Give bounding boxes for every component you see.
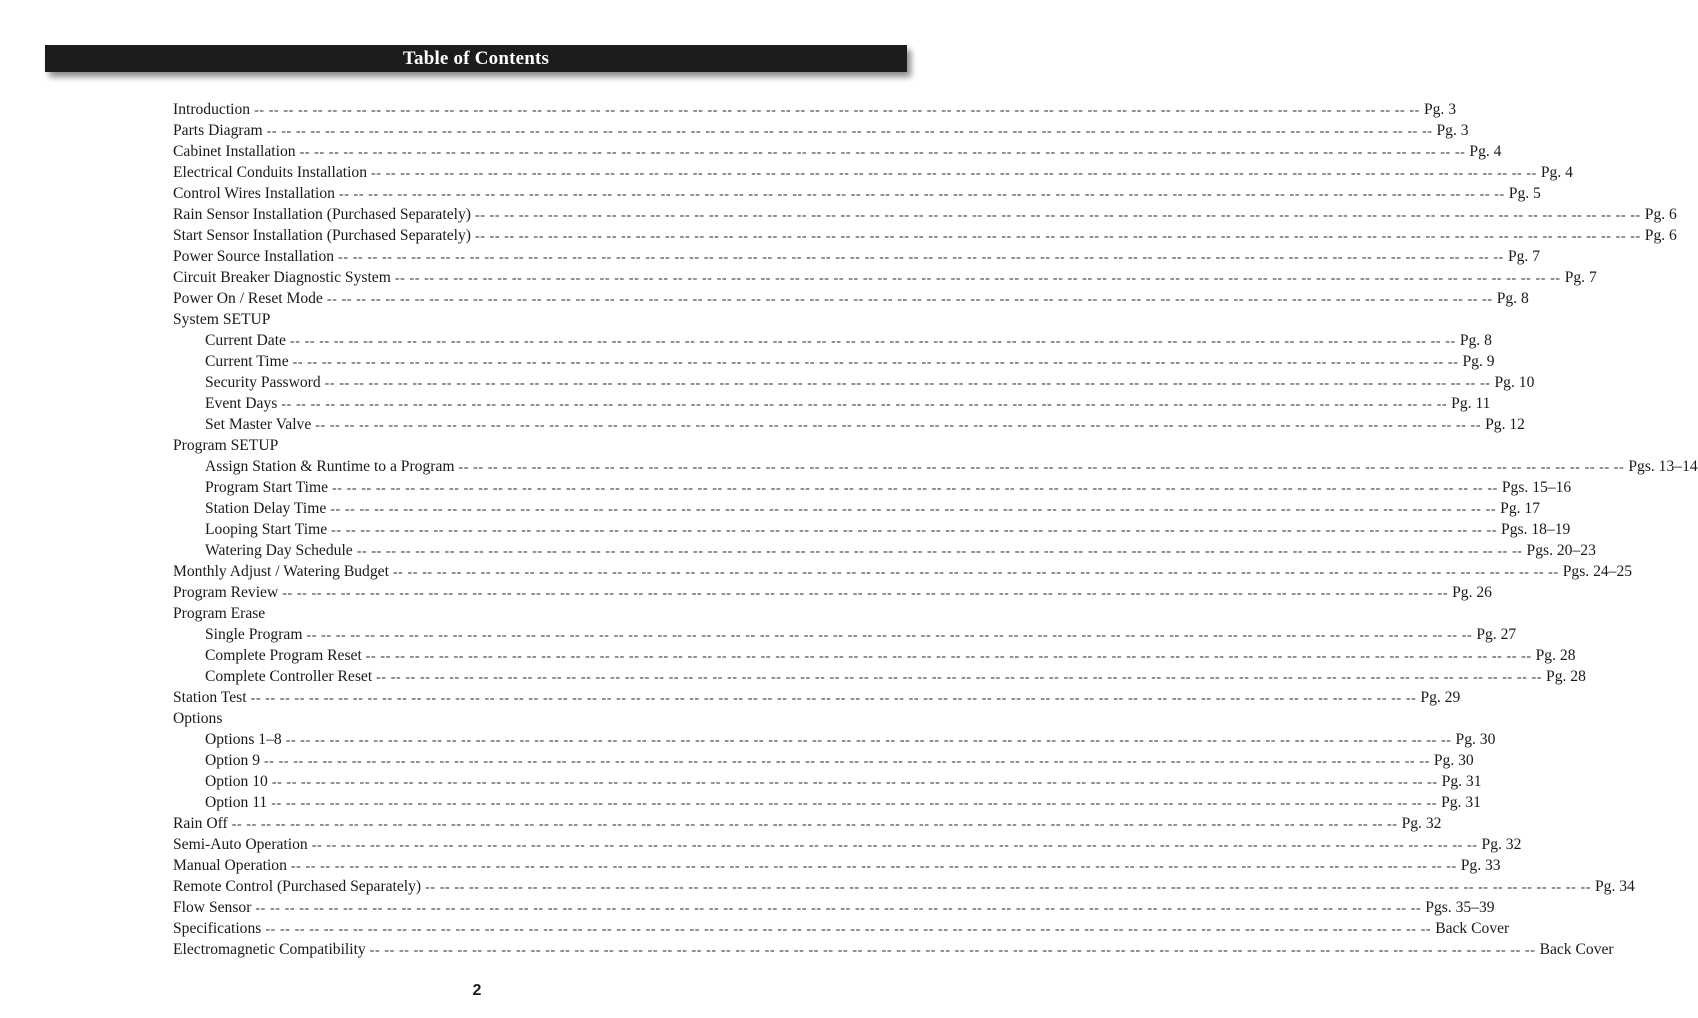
- toc-entry-label: Remote Control (Purchased Separately): [173, 878, 422, 895]
- dash-leader: -- -- -- -- -- -- -- -- -- -- -- -- -- -- -- -- -- -- -- -- -- -- -- -- -- -- -- -- -- -- -- -- -- -- -- -- -- -- -- -- -- -- -- -- -- -- -- -- -- -- -- -- -- -- -- -- -- -- -- -- -- -- -- -- -- -- -- -- -- -- -- -- -- -- -- -- -- -- -- --: [281, 397, 1448, 412]
- toc-entry-label: Set Master Valve: [205, 416, 312, 433]
- dash-leader: -- -- -- -- -- -- -- -- -- -- -- -- -- -- -- -- -- -- -- -- -- -- -- -- -- -- -- -- -- -- -- -- -- -- -- -- -- -- -- -- -- -- -- -- -- -- -- -- -- -- -- -- -- -- -- -- -- -- -- -- -- -- -- -- -- -- -- -- -- -- -- -- -- -- -- -- -- -- -- --: [271, 775, 1438, 790]
- page-number: 2: [472, 982, 482, 999]
- toc-entry-page: Pg. 30: [1433, 752, 1474, 769]
- dash-leader: -- -- -- -- -- -- -- -- -- -- -- -- -- -- -- -- -- -- -- -- -- -- -- -- -- -- -- -- -- -- -- -- -- -- -- -- -- -- -- -- -- -- -- -- -- -- -- -- -- -- -- -- -- -- -- -- -- -- -- -- -- -- -- -- -- -- -- -- -- -- -- -- -- -- -- -- -- -- -- --: [255, 901, 1422, 916]
- toc-entry: [173, 120, 1469, 141]
- dash-leader: -- -- -- -- -- -- -- -- -- -- -- -- -- -- -- -- -- -- -- -- -- -- -- -- -- -- -- -- -- -- -- -- -- -- -- -- -- -- -- -- -- -- -- -- -- -- -- -- -- -- -- -- -- -- -- -- -- -- -- -- -- -- -- -- -- -- -- -- -- -- -- -- -- -- -- -- -- -- -- --: [299, 145, 1466, 160]
- dash-leader: -- -- -- -- -- -- -- -- -- -- -- -- -- -- -- -- -- -- -- -- -- -- -- -- -- -- -- -- -- -- -- -- -- -- -- -- -- -- -- -- -- -- -- -- -- -- -- -- -- -- -- -- -- -- -- -- -- -- -- -- -- -- -- -- -- -- -- -- -- -- -- -- -- -- -- -- -- -- -- --: [331, 523, 1498, 538]
- toc-entry: [173, 855, 1501, 876]
- toc-subentry: [173, 750, 1474, 771]
- toc-entry-page: Pg. 31: [1441, 794, 1481, 811]
- toc-entry-page: Pg. 30: [1455, 731, 1496, 748]
- toc-entry: [173, 288, 1529, 309]
- toc-entry-label: Rain Sensor Installation (Purchased Separately): [173, 206, 471, 223]
- toc-entry-page: Pgs. 24–25: [1562, 563, 1633, 580]
- toc-subentry: [173, 330, 1492, 351]
- toc-entry-label: Flow Sensor: [173, 899, 252, 916]
- toc-entry-label: Single Program: [205, 626, 303, 643]
- toc-subentry: [173, 645, 1576, 666]
- dash-leader: -- -- -- -- -- -- -- -- -- -- -- -- -- -- -- -- -- -- -- -- -- -- -- -- -- -- -- -- -- -- -- -- -- -- -- -- -- -- -- -- -- -- -- -- -- -- -- -- -- -- -- -- -- -- -- -- -- -- -- -- -- -- -- -- -- -- -- -- -- -- -- -- -- -- -- -- -- -- -- --: [338, 187, 1505, 202]
- dash-leader: -- -- -- -- -- -- -- -- -- -- -- -- -- -- -- -- -- -- -- -- -- -- -- -- -- -- -- -- -- -- -- -- -- -- -- -- -- -- -- -- -- -- -- -- -- -- -- -- -- -- -- -- -- -- -- -- -- -- -- -- -- -- -- -- -- -- -- -- -- -- -- -- -- -- -- -- -- -- -- --: [458, 460, 1625, 475]
- toc-entry-label: Introduction: [173, 101, 251, 118]
- toc-entry-page: Pg. 10: [1494, 374, 1535, 391]
- toc-entry: [173, 582, 1492, 603]
- toc-entry-page: Pgs. 35–39: [1425, 899, 1495, 916]
- dash-leader: -- -- -- -- -- -- -- -- -- -- -- -- -- -- -- -- -- -- -- -- -- -- -- -- -- -- -- -- -- -- -- -- -- -- -- -- -- -- -- -- -- -- -- -- -- -- -- -- -- -- -- -- -- -- -- -- -- -- -- -- -- -- -- -- -- -- -- -- -- -- -- -- -- -- -- -- -- -- -- --: [271, 796, 1438, 811]
- dash-leader: -- -- -- -- -- -- -- -- -- -- -- -- -- -- -- -- -- -- -- -- -- -- -- -- -- -- -- -- -- -- -- -- -- -- -- -- -- -- -- -- -- -- -- -- -- -- -- -- -- -- -- -- -- -- -- -- -- -- -- -- -- -- -- -- -- -- -- -- -- -- -- -- -- -- -- -- -- -- -- --: [292, 355, 1459, 370]
- dash-leader: -- -- -- -- -- -- -- -- -- -- -- -- -- -- -- -- -- -- -- -- -- -- -- -- -- -- -- -- -- -- -- -- -- -- -- -- -- -- -- -- -- -- -- -- -- -- -- -- -- -- -- -- -- -- -- -- -- -- -- -- -- -- -- -- -- -- -- -- -- -- -- -- -- -- -- -- -- -- -- --: [282, 586, 1449, 601]
- toc-entry-label: Parts Diagram: [173, 122, 263, 139]
- toc-subentry: [173, 624, 1517, 645]
- toc-entry: [173, 813, 1442, 834]
- toc-entry-page: Pg. 8: [1496, 290, 1529, 307]
- toc-entry-page: Back Cover: [1435, 920, 1510, 937]
- toc-entry-label: Station Delay Time: [205, 500, 327, 517]
- toc-entry-label: Specifications: [173, 920, 262, 937]
- toc-entry-page: Pg. 6: [1644, 227, 1677, 244]
- table-of-contents: [173, 99, 1698, 960]
- dash-leader: -- -- -- -- -- -- -- -- -- -- -- -- -- -- -- -- -- -- -- -- -- -- -- -- -- -- -- -- -- -- -- -- -- -- -- -- -- -- -- -- -- -- -- -- -- -- -- -- -- -- -- -- -- -- -- -- -- -- -- -- -- -- -- -- -- -- -- -- -- -- -- -- -- -- -- -- -- -- -- --: [250, 691, 1417, 706]
- toc-entry: [173, 183, 1541, 204]
- toc-entry-label: System SETUP: [173, 311, 271, 328]
- toc-entry: [173, 561, 1633, 582]
- toc-entry-page: Pg. 28: [1535, 647, 1576, 664]
- toc-entry-label: Options: [173, 710, 223, 727]
- title-bar: [45, 45, 907, 72]
- dash-leader: -- -- -- -- -- -- -- -- -- -- -- -- -- -- -- -- -- -- -- -- -- -- -- -- -- -- -- -- -- -- -- -- -- -- -- -- -- -- -- -- -- -- -- -- -- -- -- -- -- -- -- -- -- -- -- -- -- -- -- -- -- -- -- -- -- -- -- -- -- -- -- -- -- -- -- -- -- -- -- --: [338, 250, 1504, 265]
- dash-leader: -- -- -- -- -- -- -- -- -- -- -- -- -- -- -- -- -- -- -- -- -- -- -- -- -- -- -- -- -- -- -- -- -- -- -- -- -- -- -- -- -- -- -- -- -- -- -- -- -- -- -- -- -- -- -- -- -- -- -- -- -- -- -- -- -- -- -- -- -- -- -- -- -- -- -- -- -- -- -- --: [254, 103, 1420, 118]
- toc-subentry: [173, 456, 1698, 477]
- toc-entry-page: Pg. 31: [1441, 773, 1482, 790]
- toc-entry-label: Option 9: [205, 752, 261, 769]
- toc-entry-page: Pg. 7: [1507, 248, 1541, 265]
- toc-entry-page: Pg. 32: [1481, 836, 1522, 853]
- toc-entry-page: Pg. 17: [1500, 500, 1541, 517]
- toc-entry-label: Event Days: [205, 395, 278, 412]
- toc-entry-page: Pg. 7: [1564, 269, 1597, 286]
- toc-entry-page: Pgs. 15–16: [1501, 479, 1572, 496]
- toc-entry: [173, 204, 1677, 225]
- toc-entry: [173, 309, 746, 330]
- toc-subentry: [173, 498, 1541, 519]
- toc-entry-page: Pg. 5: [1508, 185, 1541, 202]
- toc-entry: [173, 918, 1510, 939]
- dash-leader: -- -- -- -- -- -- -- -- -- -- -- -- -- -- -- -- -- -- -- -- -- -- -- -- -- -- -- -- -- -- -- -- -- -- -- -- -- -- -- -- -- -- -- -- -- -- -- -- -- -- -- -- -- -- -- -- -- -- -- -- -- -- -- -- -- -- -- -- -- -- -- -- -- -- -- -- -- -- -- --: [266, 124, 1433, 139]
- toc-entry-label: Option 10: [205, 773, 268, 790]
- dash-leader: -- -- -- -- -- -- -- -- -- -- -- -- -- -- -- -- -- -- -- -- -- -- -- -- -- -- -- -- -- -- -- -- -- -- -- -- -- -- -- -- -- -- -- -- -- -- -- -- -- -- -- -- -- -- -- -- -- -- -- -- -- -- -- -- -- -- -- -- -- -- -- -- -- -- -- -- -- -- -- --: [324, 376, 1491, 391]
- dash-leader: -- -- -- -- -- -- -- -- -- -- -- -- -- -- -- -- -- -- -- -- -- -- -- -- -- -- -- -- -- -- -- -- -- -- -- -- -- -- -- -- -- -- -- -- -- -- -- -- -- -- -- -- -- -- -- -- -- -- -- -- -- -- -- -- -- -- -- -- -- -- -- -- -- -- -- -- -- -- -- --: [285, 733, 1452, 748]
- toc-entry-page: Pgs. 20–23: [1526, 542, 1596, 559]
- toc-entry: [173, 687, 1461, 708]
- dash-leader: -- -- -- -- -- -- -- -- -- -- -- -- -- -- -- -- -- -- -- -- -- -- -- -- -- -- -- -- -- -- -- -- -- -- -- -- -- -- -- -- -- -- -- -- -- -- -- -- -- -- -- -- -- -- -- -- -- -- -- -- -- -- -- -- -- -- -- -- -- -- -- -- -- -- -- -- -- -- -- --: [290, 859, 1457, 874]
- dash-leader: -- -- -- -- -- -- -- -- -- -- -- -- -- -- -- -- -- -- -- -- -- -- -- -- -- -- -- -- -- -- -- -- -- -- -- -- -- -- -- -- -- -- -- -- -- -- -- -- -- -- -- -- -- -- -- -- -- -- -- -- -- -- -- -- -- -- -- -- -- -- -- -- -- -- -- -- -- -- -- --: [265, 922, 1432, 937]
- toc-entry-page: Pg. 34: [1594, 878, 1635, 895]
- toc-entry-page: Pg. 32: [1401, 815, 1442, 832]
- toc-entry-label: Power On / Reset Mode: [173, 290, 323, 307]
- toc-entry: [173, 897, 1495, 918]
- toc-entry-page: Pg. 11: [1451, 395, 1491, 412]
- dash-leader: -- -- -- -- -- -- -- -- -- -- -- -- -- -- -- -- -- -- -- -- -- -- -- -- -- -- -- -- -- -- -- -- -- -- -- -- -- -- -- -- -- -- -- -- -- -- -- -- -- -- -- -- -- -- -- -- -- -- -- -- -- -- -- -- -- -- -- -- -- -- -- -- -- -- -- -- -- -- -- --: [332, 481, 1498, 496]
- toc-entry-label: Semi-Auto Operation: [173, 836, 308, 853]
- toc-entry-label: Program Erase: [173, 605, 266, 622]
- toc-entry-label: Electrical Conduits Installation: [173, 164, 368, 181]
- toc-entry-label: Circuit Breaker Diagnostic System: [173, 269, 391, 286]
- dash-leader: -- -- -- -- -- -- -- -- -- -- -- -- -- -- -- -- -- -- -- -- -- -- -- -- -- -- -- -- -- -- -- -- -- -- -- -- -- -- -- -- -- -- -- -- -- -- -- -- -- -- -- -- -- -- -- -- -- -- -- -- -- -- -- -- -- -- -- -- -- -- -- -- -- -- -- -- -- -- -- --: [376, 670, 1543, 685]
- dash-leader: -- -- -- -- -- -- -- -- -- -- -- -- -- -- -- -- -- -- -- -- -- -- -- -- -- -- -- -- -- -- -- -- -- -- -- -- -- -- -- -- -- -- -- -- -- -- -- -- -- -- -- -- -- -- -- -- -- -- -- -- -- -- -- -- -- -- -- -- -- -- -- -- -- -- -- -- -- -- -- --: [231, 817, 1398, 832]
- toc-entry-page: Pg. 26: [1452, 584, 1492, 601]
- toc-entry-page: Pg. 9: [1462, 353, 1495, 370]
- toc-entry-label: Complete Controller Reset: [205, 668, 373, 685]
- toc-subentry: [173, 351, 1495, 372]
- toc-entry-label: Control Wires Installation: [173, 185, 335, 202]
- toc-entry-page: Pg. 4: [1469, 143, 1502, 160]
- toc-subentry: [173, 792, 1481, 813]
- toc-entry-page: Pg. 12: [1485, 416, 1525, 433]
- page-title: Table of Contents: [402, 47, 550, 69]
- dash-leader: -- -- -- -- -- -- -- -- -- -- -- -- -- -- -- -- -- -- -- -- -- -- -- -- -- -- -- -- -- -- -- -- -- -- -- -- -- -- -- -- -- -- -- -- -- -- -- -- -- -- -- -- -- -- -- -- -- -- -- -- -- -- -- -- -- -- -- -- -- -- -- -- -- -- -- -- -- -- -- --: [356, 544, 1523, 559]
- toc-entry: [173, 708, 746, 729]
- dash-leader: -- -- -- -- -- -- -- -- -- -- -- -- -- -- -- -- -- -- -- -- -- -- -- -- -- -- -- -- -- -- -- -- -- -- -- -- -- -- -- -- -- -- -- -- -- -- -- -- -- -- -- -- -- -- -- -- -- -- -- -- -- -- -- -- -- -- -- -- -- -- -- -- -- -- -- -- -- -- -- --: [369, 943, 1536, 958]
- toc-subentry: [173, 729, 1496, 750]
- toc-subentry: [173, 519, 1571, 540]
- toc-subentry: [173, 414, 1525, 435]
- toc-entry-label: Program Review: [173, 584, 279, 601]
- toc-entry-label: Options 1–8: [205, 731, 282, 748]
- toc-subentry: [173, 372, 1535, 393]
- toc-entry: [173, 603, 746, 624]
- dash-leader: -- -- -- -- -- -- -- -- -- -- -- -- -- -- -- -- -- -- -- -- -- -- -- -- -- -- -- -- -- -- -- -- -- -- -- -- -- -- -- -- -- -- -- -- -- -- -- -- -- -- -- -- -- -- -- -- -- -- -- -- -- -- -- -- -- -- -- -- -- -- -- -- -- -- -- -- -- -- -- --: [474, 229, 1641, 244]
- toc-entry: [173, 246, 1541, 267]
- toc-entry-page: Pgs. 13–14: [1628, 458, 1698, 475]
- toc-entry-page: Pg. 3: [1436, 122, 1469, 139]
- toc-entry-label: Electromagnetic Compatibility: [173, 941, 366, 958]
- toc-entry: [173, 162, 1573, 183]
- dash-leader: -- -- -- -- -- -- -- -- -- -- -- -- -- -- -- -- -- -- -- -- -- -- -- -- -- -- -- -- -- -- -- -- -- -- -- -- -- -- -- -- -- -- -- -- -- -- -- -- -- -- -- -- -- -- -- -- -- -- -- -- -- -- -- -- -- -- -- -- -- -- -- -- -- -- -- -- -- -- -- --: [474, 208, 1641, 223]
- dash-leader: -- -- -- -- -- -- -- -- -- -- -- -- -- -- -- -- -- -- -- -- -- -- -- -- -- -- -- -- -- -- -- -- -- -- -- -- -- -- -- -- -- -- -- -- -- -- -- -- -- -- -- -- -- -- -- -- -- -- -- -- -- -- -- -- -- -- -- -- -- -- -- -- -- -- -- -- -- -- -- --: [394, 271, 1561, 286]
- toc-entry-page: Pg. 6: [1644, 206, 1677, 223]
- toc-entry-label: Program Start Time: [205, 479, 329, 496]
- toc-subentry: [173, 477, 1572, 498]
- toc-entry: [173, 225, 1677, 246]
- toc-entry-label: Station Test: [173, 689, 247, 706]
- toc-entry: [173, 435, 746, 456]
- toc-entry-label: Option 11: [205, 794, 268, 811]
- toc-entry-page: Pg. 29: [1420, 689, 1461, 706]
- dash-leader: -- -- -- -- -- -- -- -- -- -- -- -- -- -- -- -- -- -- -- -- -- -- -- -- -- -- -- -- -- -- -- -- -- -- -- -- -- -- -- -- -- -- -- -- -- -- -- -- -- -- -- -- -- -- -- -- -- -- -- -- -- -- -- -- -- -- -- -- -- -- -- -- -- -- -- -- -- -- -- --: [371, 166, 1537, 181]
- toc-entry-label: Program SETUP: [173, 437, 279, 454]
- toc-entry: [173, 876, 1635, 897]
- toc-entry-label: Manual Operation: [173, 857, 287, 874]
- toc-entry-label: Current Time: [205, 353, 289, 370]
- toc-entry-label: Watering Day Schedule: [205, 542, 353, 559]
- dash-leader: -- -- -- -- -- -- -- -- -- -- -- -- -- -- -- -- -- -- -- -- -- -- -- -- -- -- -- -- -- -- -- -- -- -- -- -- -- -- -- -- -- -- -- -- -- -- -- -- -- -- -- -- -- -- -- -- -- -- -- -- -- -- -- -- -- -- -- -- -- -- -- -- -- -- -- -- -- -- -- --: [311, 838, 1478, 853]
- toc-entry-label: Complete Program Reset: [205, 647, 362, 664]
- dash-leader: -- -- -- -- -- -- -- -- -- -- -- -- -- -- -- -- -- -- -- -- -- -- -- -- -- -- -- -- -- -- -- -- -- -- -- -- -- -- -- -- -- -- -- -- -- -- -- -- -- -- -- -- -- -- -- -- -- -- -- -- -- -- -- -- -- -- -- -- -- -- -- -- -- -- -- -- -- -- -- --: [289, 334, 1456, 349]
- toc-entry-page: Pg. 27: [1476, 626, 1517, 643]
- dash-leader: -- -- -- -- -- -- -- -- -- -- -- -- -- -- -- -- -- -- -- -- -- -- -- -- -- -- -- -- -- -- -- -- -- -- -- -- -- -- -- -- -- -- -- -- -- -- -- -- -- -- -- -- -- -- -- -- -- -- -- -- -- -- -- -- -- -- -- -- -- -- -- -- -- -- -- -- -- -- -- --: [306, 628, 1473, 643]
- toc-entry-page: Back Cover: [1539, 941, 1614, 958]
- toc-entry-label: Start Sensor Installation (Purchased Separately): [173, 227, 471, 244]
- toc-entry-page: Pg. 3: [1423, 101, 1457, 118]
- toc-entry-label: Cabinet Installation: [173, 143, 296, 160]
- toc-entry: [173, 939, 1614, 960]
- toc-subentry: [173, 393, 1491, 414]
- toc-entry: [173, 141, 1502, 162]
- dash-leader: -- -- -- -- -- -- -- -- -- -- -- -- -- -- -- -- -- -- -- -- -- -- -- -- -- -- -- -- -- -- -- -- -- -- -- -- -- -- -- -- -- -- -- -- -- -- -- -- -- -- -- -- -- -- -- -- -- -- -- -- -- -- -- -- -- -- -- -- -- -- -- -- -- -- -- -- -- -- -- --: [330, 502, 1497, 517]
- toc-entry-label: Security Password: [205, 374, 321, 391]
- toc-entry-label: Current Date: [205, 332, 286, 349]
- toc-entry: [173, 99, 1457, 120]
- dash-leader: -- -- -- -- -- -- -- -- -- -- -- -- -- -- -- -- -- -- -- -- -- -- -- -- -- -- -- -- -- -- -- -- -- -- -- -- -- -- -- -- -- -- -- -- -- -- -- -- -- -- -- -- -- -- -- -- -- -- -- -- -- -- -- -- -- -- -- -- -- -- -- -- -- -- -- -- -- -- -- --: [365, 649, 1532, 664]
- toc-entry-label: Looping Start Time: [205, 521, 328, 538]
- toc-entry-label: Power Source Installation: [173, 248, 335, 265]
- dash-leader: -- -- -- -- -- -- -- -- -- -- -- -- -- -- -- -- -- -- -- -- -- -- -- -- -- -- -- -- -- -- -- -- -- -- -- -- -- -- -- -- -- -- -- -- -- -- -- -- -- -- -- -- -- -- -- -- -- -- -- -- -- -- -- -- -- -- -- -- -- -- -- -- -- -- -- -- -- -- -- --: [425, 880, 1591, 895]
- toc-entry-page: Pg. 33: [1460, 857, 1501, 874]
- dash-leader: -- -- -- -- -- -- -- -- -- -- -- -- -- -- -- -- -- -- -- -- -- -- -- -- -- -- -- -- -- -- -- -- -- -- -- -- -- -- -- -- -- -- -- -- -- -- -- -- -- -- -- -- -- -- -- -- -- -- -- -- -- -- -- -- -- -- -- -- -- -- -- -- -- -- -- -- -- -- -- --: [264, 754, 1430, 769]
- toc-entry-label: Monthly Adjust / Watering Budget: [173, 563, 389, 580]
- toc-entry-label: Rain Off: [173, 815, 228, 832]
- toc-entry-page: Pg. 4: [1540, 164, 1573, 181]
- toc-subentry: [173, 666, 1586, 687]
- toc-entry-page: Pgs. 18–19: [1501, 521, 1571, 538]
- dash-leader: -- -- -- -- -- -- -- -- -- -- -- -- -- -- -- -- -- -- -- -- -- -- -- -- -- -- -- -- -- -- -- -- -- -- -- -- -- -- -- -- -- -- -- -- -- -- -- -- -- -- -- -- -- -- -- -- -- -- -- -- -- -- -- -- -- -- -- -- -- -- -- -- -- -- -- -- -- -- -- --: [326, 292, 1493, 307]
- toc-subentry: [173, 540, 1596, 561]
- toc-entry-page: Pg. 28: [1546, 668, 1586, 685]
- toc-entry: [173, 267, 1597, 288]
- toc-subentry: [173, 771, 1482, 792]
- toc-entry: [173, 834, 1522, 855]
- toc-entry-label: Assign Station & Runtime to a Program: [205, 458, 455, 475]
- dash-leader: -- -- -- -- -- -- -- -- -- -- -- -- -- -- -- -- -- -- -- -- -- -- -- -- -- -- -- -- -- -- -- -- -- -- -- -- -- -- -- -- -- -- -- -- -- -- -- -- -- -- -- -- -- -- -- -- -- -- -- -- -- -- -- -- -- -- -- -- -- -- -- -- -- -- -- -- -- -- -- --: [315, 418, 1482, 433]
- toc-entry-page: Pg. 8: [1459, 332, 1492, 349]
- dash-leader: -- -- -- -- -- -- -- -- -- -- -- -- -- -- -- -- -- -- -- -- -- -- -- -- -- -- -- -- -- -- -- -- -- -- -- -- -- -- -- -- -- -- -- -- -- -- -- -- -- -- -- -- -- -- -- -- -- -- -- -- -- -- -- -- -- -- -- -- -- -- -- -- -- -- -- -- -- -- -- --: [392, 565, 1559, 580]
